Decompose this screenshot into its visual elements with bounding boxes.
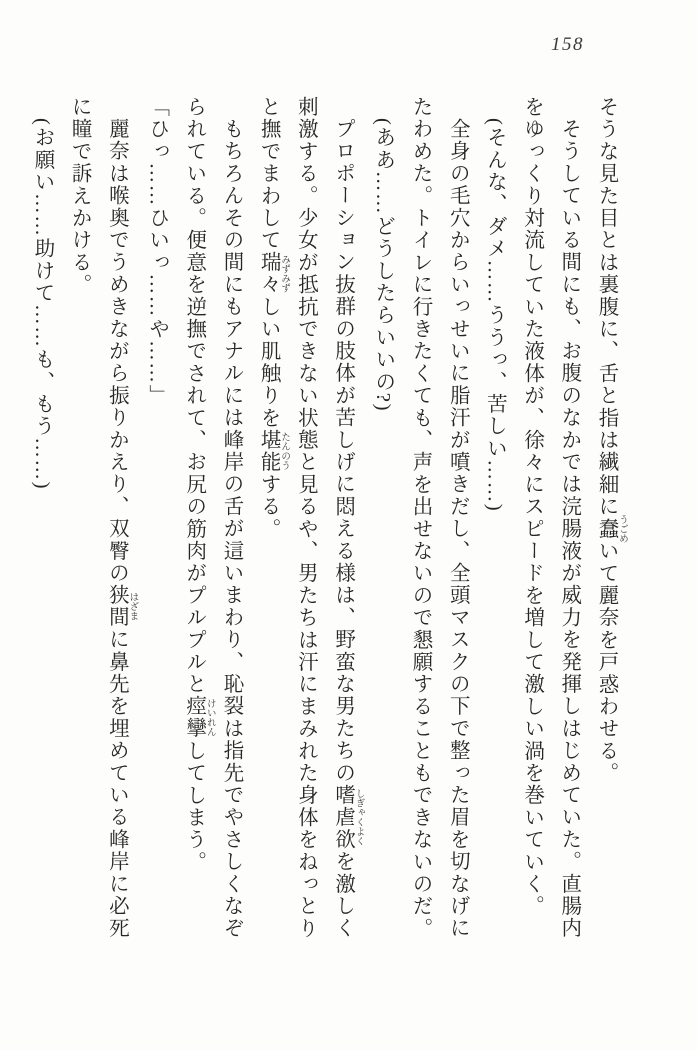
paragraph: そうしている間にも、お腹のなかでは浣腸液が威力を発揮しはじめていた。直腸内をゆっくり対流していた液体が、徐々にスピードを増して激しい渦を巻いていく。: [520, 96, 580, 940]
paragraph: (ああ……どうしたらいいの?): [371, 118, 394, 413]
paragraph: 全身の毛穴からいっせいに脂汗が噴きだし、全頭マスクの下で整った眉を切なげにたわめた。トイレに行きたくても、声を出せないので懇願することもできないのだ。: [408, 96, 469, 940]
furigana-ruby: 嗜虐欲 しぎゃくよく: [331, 784, 364, 851]
furigana-ruby: 狭間 はざま: [105, 584, 138, 629]
paragraph: 「ひっ……ひいっ……や……」: [145, 96, 168, 407]
paragraph: (そんな、ダメ……ううっ、苦しい……): [483, 118, 506, 513]
paragraph: 麗奈は喉奥でうめきながら振りかえり、双臀の狭間 はざまに鼻先を埋めている峰岸に必死に瞳で訴えかける。: [68, 96, 138, 940]
paragraph: もちろんその間にもアナルには峰岸の舌が這いまわり、恥裂は指先でやさしくなぞられている。便意を逆撫でされて、お尻の筋肉がプルプルと痙攣 けいれんしてしまう。: [182, 96, 242, 940]
furigana-ruby: 堪能 たんのう: [257, 429, 290, 474]
paragraph: プロポーション抜群の肢体が苦しげに悶える様は、野蛮な男たちの嗜虐欲 しぎゃくよくを激しく刺激する。少女が抵抗できない状態と見るや、男たちは汗にまみれた身体をねっとりと撫でまわして瑞々 みずみずしい肌触りを堪能 たんのうする。: [257, 96, 364, 940]
page-number: 158: [551, 34, 584, 55]
paragraph: (お願い……助けて……も、もう……): [30, 118, 53, 491]
furigana-ruby: 痙攣 けいれん: [182, 695, 215, 740]
paragraph: そうな見た目とは裏腹に、舌と指は繊細に蠢 うごめいて麗奈を戸惑わせる。: [595, 96, 627, 785]
furigana-ruby: 瑞々 みずみず: [257, 251, 290, 296]
furigana-ruby: 蠢 うごめ: [595, 514, 627, 544]
page-text: [31, 96, 627, 941]
